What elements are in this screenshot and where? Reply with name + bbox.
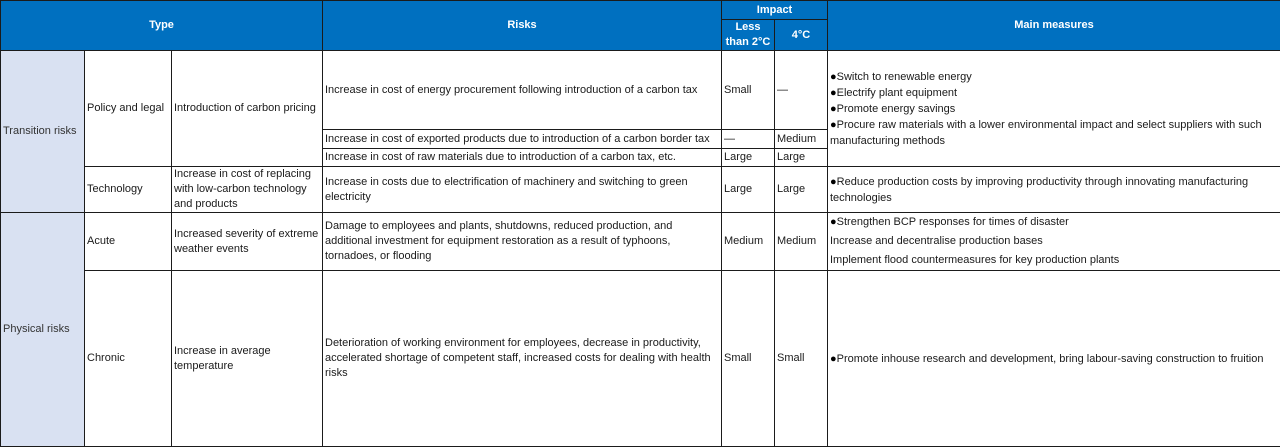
header-impact: Impact [722,1,828,20]
category-physical-risks: Physical risks [1,213,85,447]
measure-item: Implement flood countermeasures for key production plants [830,251,1278,270]
table-row [1,213,1280,271]
header-type: Type [1,1,323,51]
header-risks: Risks [323,1,722,51]
impact-4c: — [775,51,828,130]
header-impact-less-2c: Less than 2°C [722,20,775,51]
category-transition-risks: Transition risks [1,51,85,213]
measure-item: ● Procure raw materials with a lower environmental impact and select suppliers with such manufacturing methods [830,117,1278,149]
impact-4c: Medium [775,130,828,149]
impact-4c: Small [775,271,828,447]
driver-carbon-pricing: Introduction of carbon pricing [172,51,323,167]
header-main-measures: Main measures [828,1,1280,51]
impact-4c: Large [775,167,828,213]
subtype-policy-legal: Policy and legal [85,51,172,167]
impact-less-2c: Large [722,149,775,167]
measure-item: ● Promote inhouse research and development, bring labour-saving construction to fruition [830,351,1278,367]
table-row [1,271,1280,447]
measures-chronic [828,271,1280,447]
driver-low-carbon-replacement: Increase in cost of replacing with low-carbon technology and products [172,167,323,213]
driver-average-temperature: Increase in average temperature [172,271,323,447]
risk-text: Increase in costs due to electrification of machinery and switching to green electricity [323,167,722,213]
measure-item: Increase and decentralise production bases [830,232,1278,251]
impact-less-2c: Small [722,271,775,447]
subtype-chronic: Chronic [85,271,172,447]
measures-acute [828,213,1280,271]
impact-4c: Large [775,149,828,167]
impact-4c: Medium [775,213,828,271]
table-row [1,167,1280,213]
measure-item: ● Strengthen BCP responses for times of disaster [830,213,1278,232]
measure-item: ● Electrify plant equipment [830,85,1278,101]
driver-extreme-weather: Increased severity of extreme weather events [172,213,323,271]
measure-item: ● Switch to renewable energy [830,69,1278,85]
risk-text: Deterioration of working environment for employees, decrease in productivity, accelerated shortage of competent staff, increased costs for dealing with health risks [323,271,722,447]
risk-text: Increase in cost of energy procurement following introduction of a carbon tax [323,51,722,130]
risk-text: Increase in cost of exported products due to introduction of a carbon border tax [323,130,722,149]
measure-item: ● Reduce production costs by improving productivity through innovating manufacturing technologies [830,174,1278,206]
measure-item: ● Promote energy savings [830,101,1278,117]
impact-less-2c: — [722,130,775,149]
risk-text: Damage to employees and plants, shutdowns, reduced production, and additional investment for equipment restoration as a result of typhoons, tornadoes, or flooding [323,213,722,271]
measures-policy [828,51,1280,167]
risk-text: Increase in cost of raw materials due to introduction of a carbon tax, etc. [323,149,722,167]
measures-technology [828,167,1280,213]
impact-less-2c: Small [722,51,775,130]
table-row [1,51,1280,130]
subtype-acute: Acute [85,213,172,271]
header-impact-4c: 4°C [775,20,828,51]
subtype-technology: Technology [85,167,172,213]
impact-less-2c: Medium [722,213,775,271]
impact-less-2c: Large [722,167,775,213]
